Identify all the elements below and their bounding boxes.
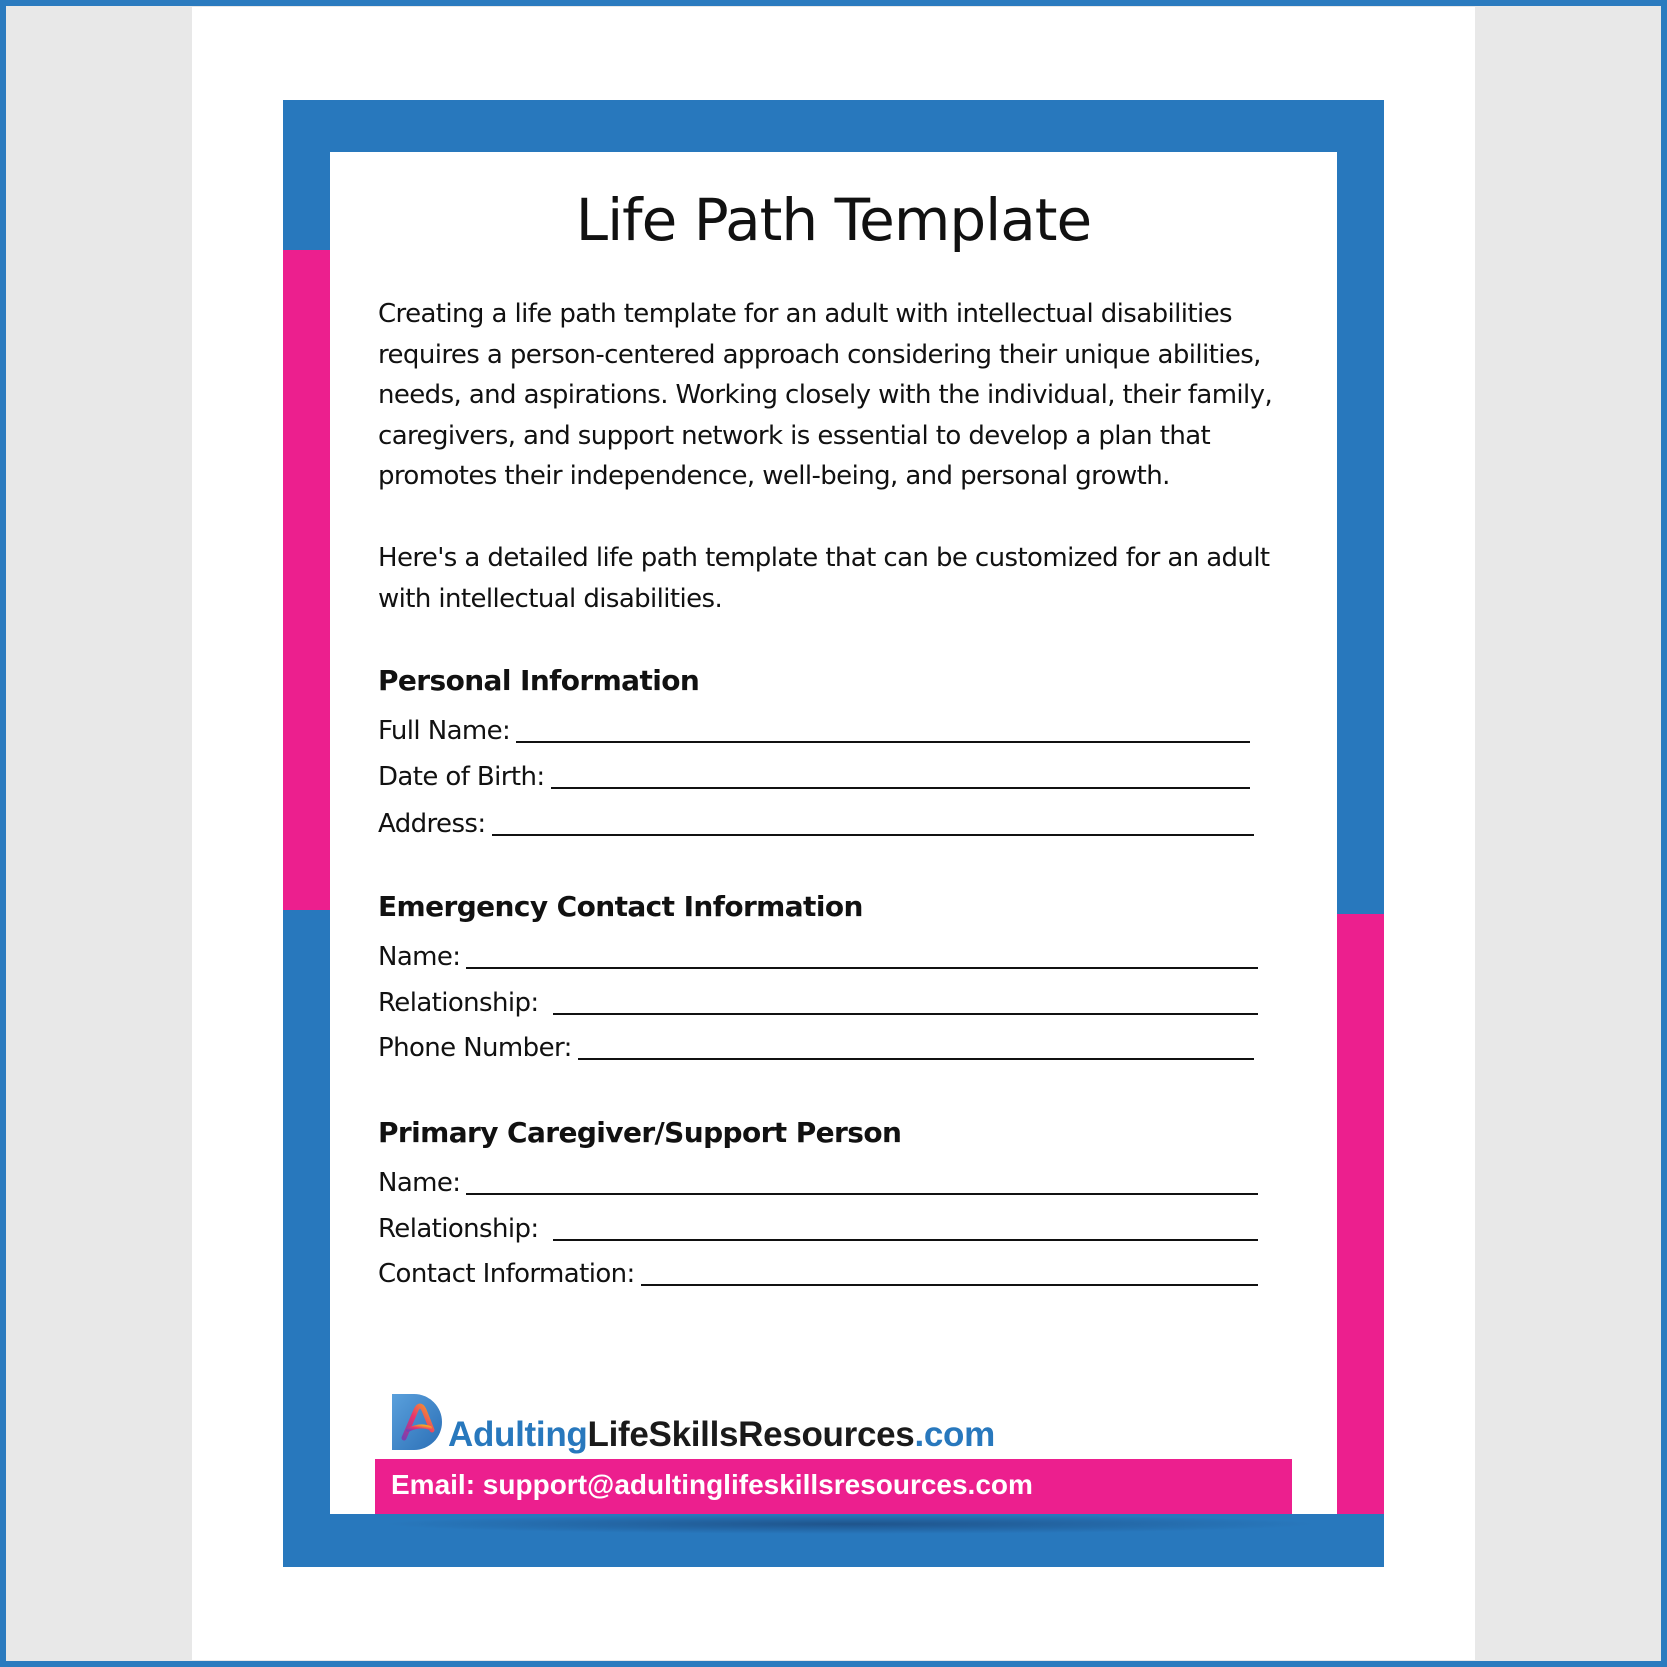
section-heading-personal: Personal Information [378,664,700,697]
section-heading-emergency: Emergency Contact Information [378,890,863,923]
fill-in-line[interactable] [553,1238,1258,1241]
worksheet-card [330,152,1337,1514]
field-label: Date of Birth: [378,762,545,792]
field-caregiver-relationship[interactable] [378,1210,1258,1244]
border-right-band-top [1337,152,1384,914]
field-label: Contact Information: [378,1259,635,1289]
border-top-band [283,100,1384,152]
fill-in-line[interactable] [466,966,1258,969]
brand-logo-icon [386,1390,450,1454]
fill-in-line[interactable] [578,1057,1254,1060]
field-label: Relationship: [378,1214,539,1244]
fill-in-line[interactable] [466,1192,1258,1195]
field-caregiver-name[interactable] [378,1164,1258,1198]
field-emergency-name[interactable] [378,938,1258,972]
intro-paragraph-2: Here's a detailed life path template that can be customized for an adult with intellectual disabilities. [378,543,1270,614]
field-label: Name: [378,942,461,972]
field-label: Phone Number: [378,1033,572,1063]
border-left-band-bottom [283,910,330,1514]
brand-part-lifeskills: LifeSkillsResources [587,1415,915,1454]
field-date-of-birth[interactable] [378,758,1250,792]
fill-in-line[interactable] [516,740,1250,743]
fill-in-line[interactable] [551,786,1250,789]
brand-wordmark [448,1415,995,1455]
intro-paragraph-1: Creating a life path template for an adult with intellectual disabilities requires a person-centered approach considering their unique abilities, needs, and aspirations. Working closely with the individual, their family, caregivers, and support network is essential to develop a plan that promotes their independence, well-being, and personal growth. [378,299,1273,491]
border-right-band-pink [1337,914,1384,1514]
border-left-band-pink [283,250,330,910]
card-drop-shadow [380,1514,1320,1534]
field-full-name[interactable] [378,712,1250,746]
field-address[interactable] [378,805,1254,839]
field-label: Address: [378,809,486,839]
border-left-band-top [283,152,330,250]
field-label: Full Name: [378,716,511,746]
field-emergency-relationship[interactable] [378,984,1258,1018]
page-title: Life Path Template [575,186,1092,254]
fill-in-line[interactable] [492,833,1254,836]
email-banner [375,1459,1292,1514]
field-caregiver-contact[interactable] [378,1255,1258,1289]
section-heading-caregiver: Primary Caregiver/Support Person [378,1116,902,1149]
fill-in-line[interactable] [641,1283,1258,1286]
field-label: Name: [378,1168,461,1198]
brand-part-adulting: Adulting [448,1415,588,1454]
field-emergency-phone[interactable] [378,1029,1254,1063]
brand-part-com: .com [914,1415,995,1454]
fill-in-line[interactable] [553,1012,1258,1015]
field-label: Relationship: [378,988,539,1018]
support-email-text: Email: support@adultinglifeskillsresources.com [391,1469,1033,1500]
